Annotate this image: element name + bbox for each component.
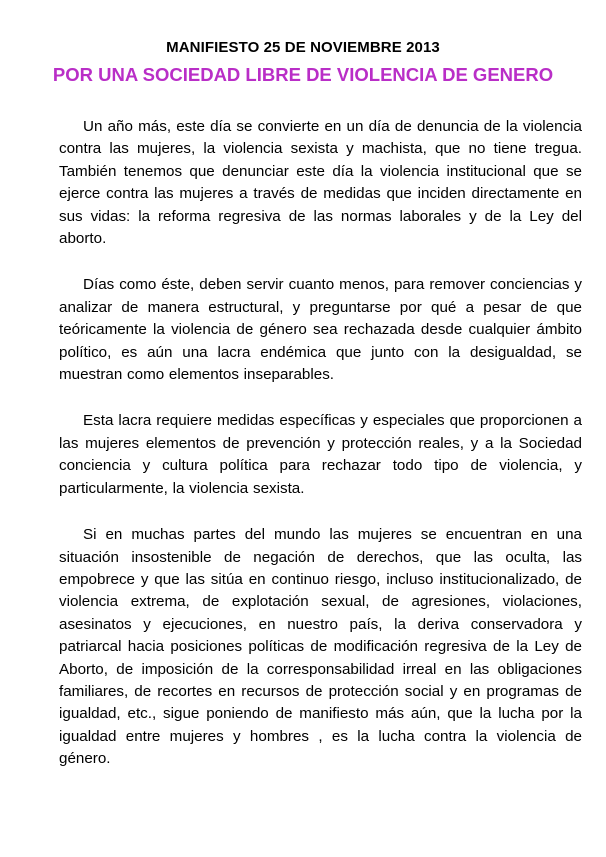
paragraph-1: Un año más, este día se convierte en un día de denuncia de la violencia contra las mujeres, la violencia sexista y machista, que no tiene tregua. También tenemos que denunciar este día la violencia institucional que se ejerce contra las mujeres a través de medidas que inciden directamente en sus vidas: la reforma regresiva de las normas laborales y de la Ley del aborto. bbox=[59, 118, 582, 248]
paragraph-3: Esta lacra requiere medidas específicas y especiales que proporcionen a las mujeres elementos de prevención y protección reales, y a la Sociedad conciencia y cultura política para rechazar todo tipo de violencia, y particularmente, la violencia sexista. bbox=[59, 412, 582, 497]
paragraph-4: Si en muchas partes del mundo las mujeres se encuentran en una situación insostenible de negación de derechos, que las oculta, las empobrece y que las sitúa en continuo riesgo, incluso institucionalizado, de violencia extrema, de explotación sexual, de agresiones, violaciones, asesinatos y ejecuciones, en nuestro país, la deriva conservadora y patriarcal hacia posiciones políticas de modificación regresiva de la Ley de Aborto, de imposición de la corresponsabilidad irreal en las obligaciones familiares, de recortes en recursos de protección social y en programas de igualdad, etc., sigue poniendo de manifiesto más aún, que la lucha por la igualdad entre mujeres y hombres , es la lucha contra la violencia de género. bbox=[59, 526, 582, 768]
paragraph-2: Días como éste, deben servir cuanto menos, para remover conciencias y analizar de manera estructural, y preguntarse por qué a pesar de que teóricamente la violencia de género sea rechazada desde cualquier ámbito político, es aún una lacra endémica que junto con la desigualdad, se muestran como elementos inseparables. bbox=[59, 276, 582, 384]
page-title: MANIFIESTO 25 DE NOVIEMBRE 2013 bbox=[166, 39, 440, 56]
page-subtitle: POR UNA SOCIEDAD LIBRE DE VIOLENCIA DE GENERO bbox=[52, 64, 554, 85]
manifesto-body bbox=[59, 116, 582, 795]
